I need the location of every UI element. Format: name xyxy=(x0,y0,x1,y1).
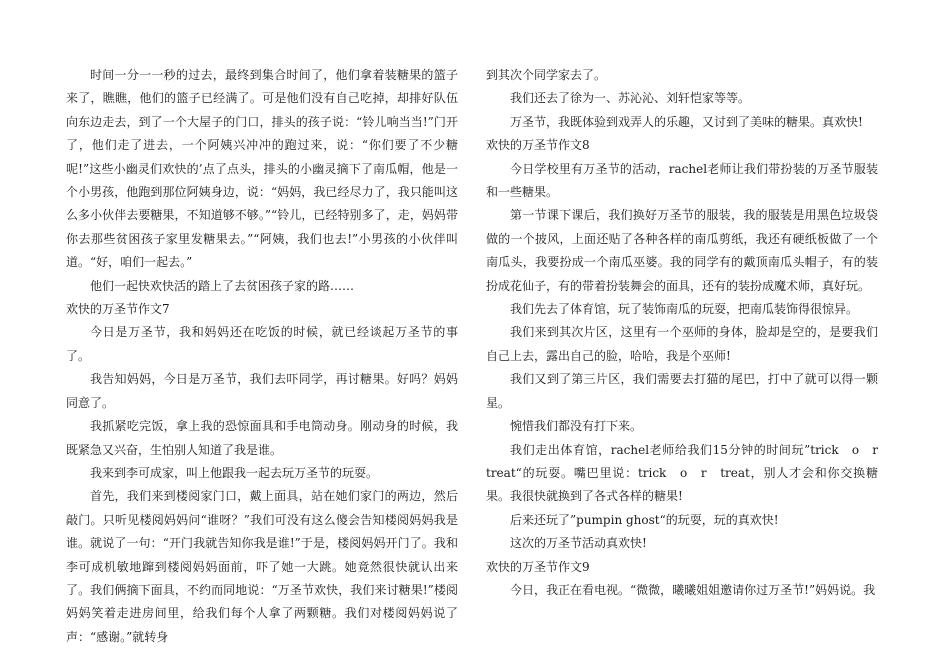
paragraph: 今日学校里有万圣节的活动，rachel老师让我们带扮装的万圣节服装和一些糖果。 xyxy=(486,161,878,200)
paragraph: 他们一起快欢快活的踏上了去贫困孩子家的路…… xyxy=(90,278,355,293)
paragraph: 我们还去了徐为一、苏沁沁、刘轩恺家等等。 xyxy=(510,91,751,106)
paragraph: 我告知妈妈，今日是万圣节，我们去吓同学，再讨糖果。好吗？妈妈同意了。 xyxy=(66,372,458,410)
paragraph: 万圣节，我既体验到戏弄人的乐趣，又讨到了美味的糖果。真欢快! xyxy=(510,114,863,129)
paragraph: 我来到李可成家，叫上他跟我一起去玩万圣节的玩耍。 xyxy=(90,465,379,480)
paragraph: 我们又到了第三片区，我们需要去打猫的尾巴，打中了就可以得一颗星。 xyxy=(486,372,878,410)
paragraph: 这次的万圣节活动真欢快! xyxy=(510,536,647,551)
paragraph: 今日是万圣节，我和妈妈还在吃饭的时候，就已经谈起万圣节的事了。 xyxy=(66,325,458,363)
section-heading: 欢快的万圣节作文7 xyxy=(66,302,170,317)
paragraph: 首先，我们来到楼阅家门口，戴上面具，站在她们家门的两边，然后敲门。只听见楼阅妈妈问“谁呀？”我们可没有这么傻会告知楼阅妈妈我是谁。就说了一句：“开门我就告知你我是谁!”于是，楼阅妈妈开门了。我和李可成机敏地蹿到楼阅妈妈面前，吓了她一大跳。她竟然很快就认出来了。我们俩摘下面具，不约而同地说：“万圣节欢快，我们来讨糖果!”楼阅妈妈笑着走进房间里，给我们每个人拿了两颗糖。我们对楼阅妈妈说了声：“感谢。”就转身 xyxy=(66,489,458,644)
paragraph: 我们走出体育馆，rachel老师给我们15分钟的时间玩”trick o r treat“的玩耍。嘴巴里说：trick o r treat，别人才会和你交换糖果。我很快就换到了各式各样的糖果! xyxy=(486,442,891,504)
paragraph: 时间一分一一秒的过去，最终到集合时间了，他们拿着装糖果的篮子来了，瞧瞧，他们的篮子已经满了。可是他们没有自己吃掉，却排好队伍向东边走去，到了一个大屋子的门口，排头的孩子说：“铃儿响当当!”门开了，他们走了进去，一个阿姨兴冲冲的跑过来，说：“你们要了不少糖呢!”这些小幽灵们欢快的’点了点头，排头的小幽灵摘下了南瓜帽，他是一个小男孩，他跑到那位阿姨身边，说：“妈妈，我已经尽力了，我只能叫这么多小伙伴去要糖果，不知道够不够。”“铃儿，已经特别多了，走，妈妈带你去那些贫困孩子家里发糖果去。”“阿姨，我们也去!”小男孩的小伙伴叫道。“好，咱们一起去。” xyxy=(66,68,458,270)
right-column xyxy=(486,64,891,602)
paragraph: 我们来到其次片区，这里有一个巫师的身体，脸却是空的，是要我们自己上去，露出自己的脸，哈哈，我是个巫师! xyxy=(486,325,878,363)
paragraph: 惋惜我们都没有打下来。 xyxy=(510,419,643,434)
section-heading: 欢快的万圣节作文9 xyxy=(486,559,590,574)
paragraph: 我抓紧吃完饭，拿上我的恐惊面具和手电筒动身。刚动身的时候，我既紧急又兴奋，生怕别人知道了我是谁。 xyxy=(66,419,458,457)
paragraph: 后来还玩了”pumpin ghost“的玩耍，玩的真欢快! xyxy=(510,512,779,527)
paragraph: 第一节课下课后，我们换好万圣节的服装，我的服装是用黑色垃圾袋做的一个披风，上面还贴了各种各样的南瓜剪纸，我还有硬纸板做了一个南瓜头，我要扮成一个南瓜巫婆。我的同学有的戴顶南瓜头帽子，有的装扮成花仙子，有的带着扮装舞会的面具，还有的装扮成魔术师，真好玩。 xyxy=(486,208,878,293)
paragraph: 我们先去了体育馆，玩了装饰南瓜的玩耍，把南瓜装饰得很惊异。 xyxy=(510,302,859,317)
paragraph: 今日，我正在看电视。“微微，曦曦姐姐邀请你过万圣节!”妈妈说。我 xyxy=(510,582,876,597)
section-heading: 欢快的万圣节作文8 xyxy=(486,138,590,153)
left-column xyxy=(66,64,458,649)
paragraph-continuation: 到其次个同学家去了。 xyxy=(486,68,607,82)
